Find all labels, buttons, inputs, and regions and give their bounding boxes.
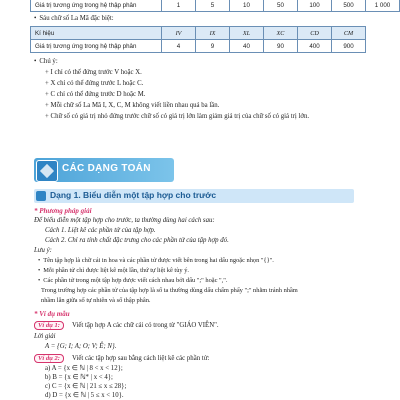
note-line: + I chỉ có thể đứng trước V hoặc X.: [45, 69, 142, 76]
note-line: + Chữ số có giá trị nhỏ đứng trước chữ số có giá trị lớn làm giảm giá trị của chữ số có giá trị lớn.: [45, 113, 310, 120]
table1-cell: 5: [196, 0, 230, 12]
example1-solution: A = {G; I; A; O; V; Ê; N}.: [45, 343, 117, 350]
special-heading: • Sáu chữ số La Mã đặc biệt:: [34, 15, 114, 23]
example1-tag: Ví dụ 1:: [34, 321, 64, 330]
table2-symbol: IX: [196, 27, 230, 40]
table2-symbol: XL: [230, 27, 264, 40]
section-title: CÁC DẠNG TOÁN: [62, 163, 151, 174]
table2-header-label: Kí hiệu: [31, 27, 162, 40]
table2-value: 9: [196, 40, 230, 53]
method-extra: Trong trường hợp các phần tử của tập hợp là số ta thường dùng dấu chấm phẩy ";" nhằm tránh nhầm: [41, 287, 298, 294]
form-banner: [34, 189, 354, 203]
method-extra: nhầm lẫn giữa số tự nhiên và số thập phân.: [41, 297, 151, 304]
table2-value: 900: [332, 40, 366, 53]
examples-heading: * Ví dụ mẫu: [34, 310, 70, 318]
example2-item: b) B = {x ∈ ℕ* | x < 4};: [45, 374, 113, 381]
example2-text: Viết các tập hợp sau bằng cách liệt kê các phần tử:: [72, 355, 210, 362]
example2-item: a) A = {x ∈ ℕ | 8 < x < 12};: [45, 365, 123, 372]
table2-symbol: CM: [332, 27, 366, 40]
table2-value: 40: [230, 40, 264, 53]
note-line: + Mỗi chữ số La Mã I, X, C, M không viết liền nhau quá ba lần.: [45, 102, 220, 109]
example1-solution-label: Lời giải: [34, 333, 56, 340]
table2-symbol: IV: [162, 27, 196, 40]
roman-values-table: [30, 0, 400, 12]
notes-title: • Chú ý:: [34, 58, 58, 66]
method-heading: * Phương pháp giải: [34, 207, 92, 215]
example2-item: d) D = {x ∈ ℕ | 5 ≤ x < 10}.: [45, 392, 124, 399]
note-line: + C chỉ có thể đứng trước D hoặc M.: [45, 91, 146, 98]
table2-value: 400: [298, 40, 332, 53]
table1-cell: 1: [162, 0, 196, 12]
method-intro: Để biểu diễn một tập hợp cho trước, ta thường dùng hai cách sau:: [34, 217, 215, 224]
table2-symbol: XC: [264, 27, 298, 40]
example2-item: c) C = {x ∈ ℕ | 21 ≤ x ≤ 28};: [45, 383, 127, 390]
example2-tag: Ví dụ 2:: [34, 354, 64, 363]
method-bullet: • Các phần tử trong một tập hợp được viết cách nhau bởi dấu ";" hoặc ",".: [38, 277, 227, 285]
note-line: + X chỉ có thể đứng trước L hoặc C.: [45, 80, 144, 87]
method-way1: Cách 1. Liệt kê các phần tử của tập hợp.: [45, 227, 156, 234]
table1-cell: 100: [298, 0, 332, 12]
method-bullet: • Mỗi phần tử chỉ được liệt kê một lần, thứ tự liệt kê tùy ý.: [38, 267, 189, 275]
table1-cell: 500: [332, 0, 366, 12]
table2-value: 90: [264, 40, 298, 53]
table2-symbol: CD: [298, 27, 332, 40]
form-title: Dạng 1. Biểu diễn một tập hợp cho trước: [50, 190, 217, 200]
table1-cell: 10: [230, 0, 264, 12]
method-bullet: • Tên tập hợp là chữ cái in hoa và các phần tử được viết bên trong hai dấu ngoặc nhọn "{}".: [38, 257, 274, 265]
table2-value-label: Giá trị tương ứng trong hệ thập phân: [31, 40, 162, 53]
example1-text: Viết tập hợp A các chữ cái có trong từ "GIÁO VIÊN".: [72, 322, 219, 329]
table2-value: 4: [162, 40, 196, 53]
section-banner: [34, 158, 174, 182]
form-icon: [36, 191, 46, 201]
method-note-title: Lưu ý:: [34, 247, 52, 254]
table1-label: Giá trị tương ứng trong hệ thập phân: [31, 0, 162, 12]
table1-cell: 50: [264, 0, 298, 12]
method-way2: Cách 2. Chỉ ra tính chất đặc trưng cho các phần tử của tập hợp đó.: [45, 237, 229, 244]
special-roman-table: [30, 26, 366, 53]
table1-cell: 1 000: [366, 0, 400, 12]
section-icon: [36, 160, 58, 182]
